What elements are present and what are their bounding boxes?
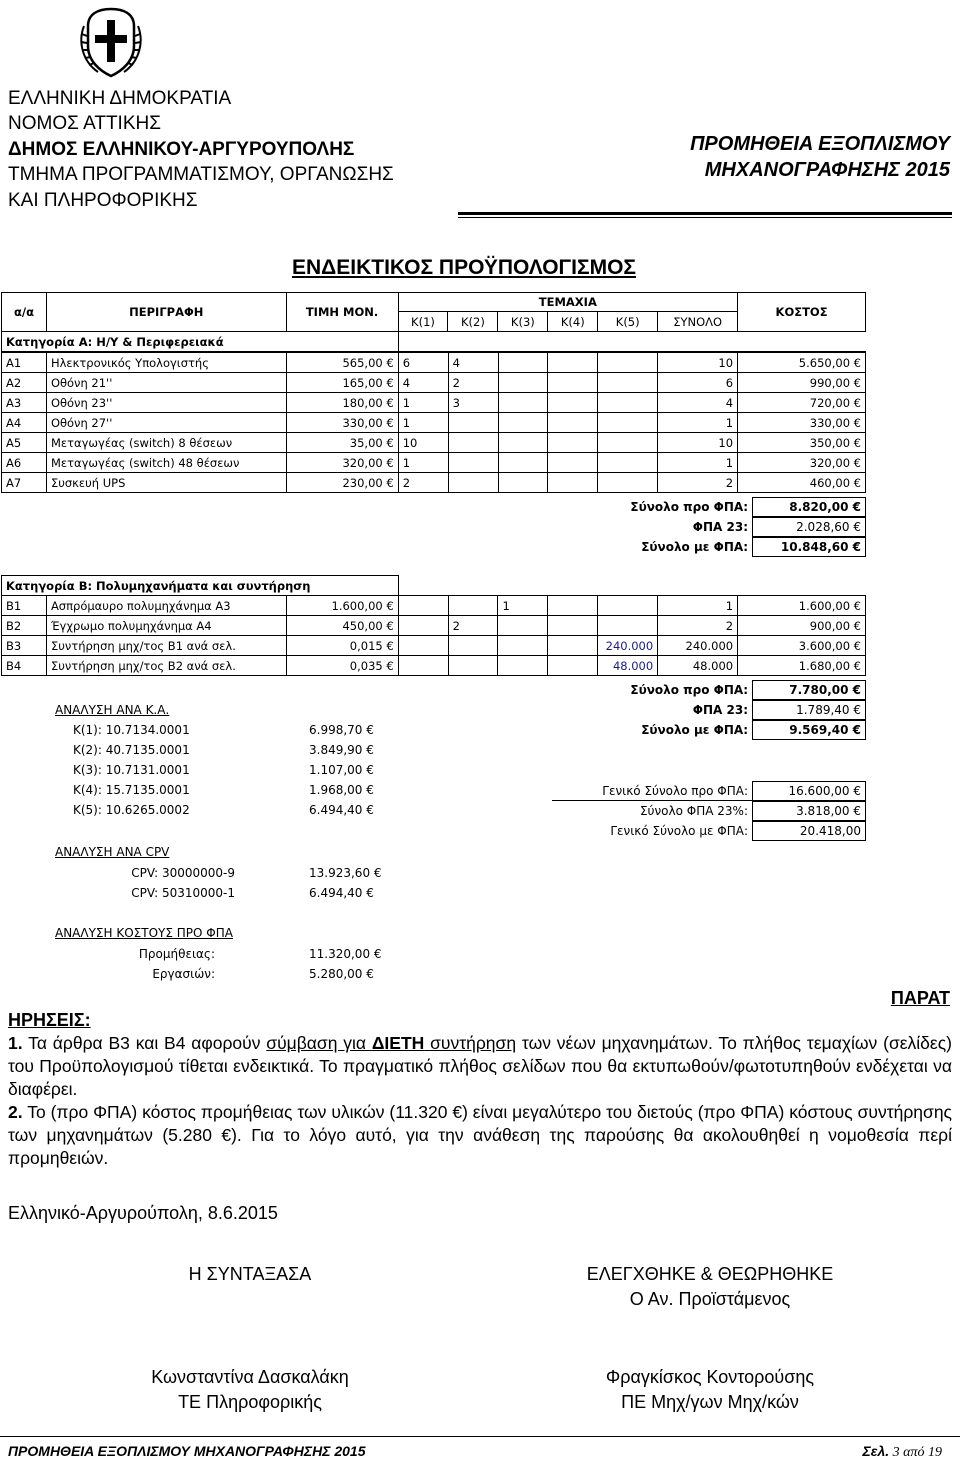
row-id: Β2 [2,616,47,636]
col-header-k1: K(1) [398,312,448,332]
row-desc: Συντήρηση μηχ/τος Β2 ανά σελ. [46,656,286,676]
analysis-k-value: 3.849,90 € [309,743,374,757]
analysis-cpv-value: 13.923,60 € [309,866,382,880]
project-title-line-2: ΜΗΧΑΝΟΓΡΑΦΗΣΗΣ 2015 [704,159,950,181]
analysis-cost-label: Εργασιών: [152,967,215,981]
col-header-k2: K(2) [448,312,498,332]
table-a [1,292,866,352]
table-a-rows [1,352,866,493]
row-k2: 2 [448,373,498,393]
row-k3 [498,656,548,676]
row-k4 [548,373,598,393]
notes-body [8,1032,952,1170]
row-k3: 1 [498,596,548,616]
table-b-total-value: 9.569,40 € [752,720,866,740]
col-header-aa: α/α [2,293,47,332]
analysis-k-label: Κ(5): 10.6265.0002 [73,803,190,817]
row-price: 0,035 € [286,656,398,676]
table-b-sum-value: 7.780,00 € [752,680,866,700]
row-k3 [498,373,548,393]
row-cost: 350,00 € [738,433,866,453]
note-1-text-a: Τα άρθρα Β3 και Β4 αφορούν [22,1033,267,1053]
row-k3 [498,353,548,373]
analysis-k-label: Κ(2): 40.7135.0001 [73,743,190,757]
col-header-desc: ΠΕΡΙΓΡΑΦΗ [46,293,286,332]
row-k5 [598,353,658,373]
grand-total-value: 20.418,00 [752,821,866,841]
row-price: 320,00 € [286,453,398,473]
row-total: 1 [658,596,738,616]
row-k1: 1 [398,413,448,433]
grand-sum-label: Γενικό Σύνολο προ ΦΠΑ: [602,784,748,798]
row-id: Α4 [2,413,47,433]
col-header-items: ΤΕΜΑΧΙΑ [398,293,738,312]
signature-left-name-block [60,1365,440,1415]
table-row [2,373,866,393]
row-desc: Οθόνη 27'' [46,413,286,433]
signature-left-title: ΤΕ Πληροφορικής [178,1392,322,1412]
row-id: Α2 [2,373,47,393]
analysis-k-label: Κ(3): 10.7131.0001 [73,763,190,777]
row-cost: 1.600,00 € [738,596,866,616]
org-line-4: ΤΜΗΜΑ ΠΡΟΓΡΑΜΜΑΤΙΣΜΟΥ, ΟΡΓΑΝΩΣΗΣ [8,164,394,185]
row-desc: Μεταγωγέας (switch) 48 θέσεων [46,453,286,473]
table-a-sum-value: 8.820,00 € [752,497,866,517]
row-k2 [448,636,498,656]
row-k1: 10 [398,433,448,453]
row-desc: Οθόνη 23'' [46,393,286,413]
row-k2 [448,453,498,473]
row-cost: 3.600,00 € [738,636,866,656]
row-desc: Μεταγωγέας (switch) 8 θέσεων [46,433,286,453]
row-k2 [448,656,498,676]
row-cost: 990,00 € [738,373,866,393]
note-2-text: Το (προ ΦΠΑ) κόστος προμήθειας των υλικών (11.320 €) είναι μεγαλύτερο του διετούς (προ ΦΠΑ) κόστους συντήρησης των μηχανημάτων (5.280 €). Για το λόγο αυτό, για την ανάθεση της παρούσης θα ακολουθηθεί η νομοθεσία περί προμηθειών. [8,1102,952,1168]
table-a-total-label: Σύνολο με ΦΠΑ: [641,540,748,554]
row-total: 2 [658,616,738,636]
table-row [2,393,866,413]
footer-page-of: από [903,1445,925,1460]
table-a-total-value: 10.848,60 € [752,537,866,557]
table-row [2,636,866,656]
row-id: Α1 [2,353,47,373]
org-line-5: ΚΑΙ ΠΛΗΡΟΦΟΡΙΚΗΣ [8,190,198,211]
row-k1: 4 [398,373,448,393]
row-k5 [598,393,658,413]
row-price: 165,00 € [286,373,398,393]
footer-page [862,1443,942,1461]
row-price: 450,00 € [286,616,398,636]
grand-vat-value: 3.818,00 € [752,801,866,821]
footer-page-prefix: Σελ. [862,1443,890,1459]
table-b [1,575,866,676]
signature-right-title: ΠΕ Μηχ/γων Μηχ/κών [621,1392,799,1412]
row-price: 0,015 € [286,636,398,656]
footer-title: ΠΡΟΜΗΘΕΙΑ ΕΞΟΠΛΙΣΜΟΥ ΜΗΧΑΝΟΓΡΑΦΗΣΗΣ 2015 [8,1443,366,1459]
analysis-cpv-label: CPV: 50310000-1 [131,886,235,900]
row-k2 [448,596,498,616]
row-cost: 330,00 € [738,413,866,433]
row-k5 [598,596,658,616]
analysis-k-label: Κ(4): 15.7135.0001 [73,783,190,797]
row-cost: 720,00 € [738,393,866,413]
footer-rule [0,1436,960,1437]
row-id: Α7 [2,473,47,493]
analysis-k-value: 6.998,70 € [309,723,374,737]
col-header-k3: K(3) [498,312,548,332]
row-total: 1 [658,453,738,473]
row-k3 [498,616,548,636]
doc-title: ΕΝΔΕΙΚΤΙΚΟΣ ΠΡΟΫΠΟΛΟΓΙΣΜΟΣ [292,256,637,279]
row-k2: 3 [448,393,498,413]
table-row [2,353,866,373]
col-header-total: ΣΥΝΟΛΟ [658,312,738,332]
table-a-vat-value: 2.028,60 € [752,517,866,537]
row-k5 [598,373,658,393]
analysis-cpv-value: 6.494,40 € [309,886,374,900]
row-k4 [548,393,598,413]
row-k5: 48.000 [598,656,658,676]
analysis-cost-label: Προμήθειας: [138,947,215,961]
signature-right-role-2: Ο Αν. Προϊστάμενος [629,1289,791,1309]
row-desc: Ασπρόμαυρο πολυμηχάνημα Α3 [46,596,286,616]
row-k1 [398,616,448,636]
place-date: Ελληνικό-Αργυρούπολη, 8.6.2015 [8,1203,278,1223]
row-price: 230,00 € [286,473,398,493]
row-k4 [548,616,598,636]
category-a-title: Κατηγορία Α: Η/Υ & Περιφερειακά [2,332,399,352]
row-id: Α3 [2,393,47,413]
grand-total-label: Γενικό Σύνολο με ΦΠΑ: [610,824,748,838]
row-price: 330,00 € [286,413,398,433]
grand-sum-value: 16.600,00 € [752,781,866,801]
row-k4 [548,656,598,676]
row-k5 [598,616,658,636]
analysis-cpv-label: CPV: 30000000-9 [131,866,235,880]
row-cost: 460,00 € [738,473,866,493]
table-row [2,413,866,433]
table-row [2,596,866,616]
row-k1 [398,636,448,656]
table-b-vat-value: 1.789,40 € [752,700,866,720]
table-row [2,656,866,676]
note-1-underlined-bold: ΔΙΕΤΗ [371,1033,425,1053]
signature-left-name: Κωνσταντίνα Δασκαλάκη [151,1367,349,1387]
header-rule [458,212,952,218]
grand-vat-label: Σύνολο ΦΠΑ 23%: [639,804,748,818]
analysis-k-title: ΑΝΑΛΥΣΗ ΑΝΑ Κ.Α. [55,703,170,717]
row-k4 [548,473,598,493]
row-k3 [498,473,548,493]
notes-parat: ΠΑΡΑΤ [890,988,950,1008]
row-k5 [598,413,658,433]
note-1-text-b: των νέων μηχανημάτων. Το πλήθος τεμαχίων (σελίδες) του Προϋπολογισμού τίθεται ενδεικτικά. Το πραγματικό πλήθος σελίδων που θα εκτυπωθούν/φωτοτυπηθούν ενδέχεται να διαφέρει. [8,1033,952,1099]
row-id: Β3 [2,636,47,656]
analysis-k-label: Κ(1): 10.7134.0001 [73,723,190,737]
table-a-sum-label: Σύνολο προ ΦΠΑ: [630,500,748,514]
row-id: Α6 [2,453,47,473]
row-desc: Συντήρηση μηχ/τος Β1 ανά σελ. [46,636,286,656]
col-header-price: ΤΙΜΗ ΜΟΝ. [286,293,398,332]
row-total: 4 [658,393,738,413]
row-cost: 320,00 € [738,453,866,473]
row-k5 [598,453,658,473]
footer-page-total: 19 [928,1445,942,1460]
org-line-3: ΔΗΜΟΣ ΕΛΛΗΝΙΚΟΥ-ΑΡΓΥΡΟΥΠΟΛΗΣ [8,139,355,160]
category-b-title: Κατηγορία Β: Πολυμηχανήματα και συντήρηση [2,576,399,596]
signature-right-name-block [520,1365,900,1415]
analysis-cpv-title: ΑΝΑΛΥΣΗ ΑΝΑ CPV [55,845,170,859]
footer-page-number: 3 [892,1445,900,1460]
row-total: 1 [658,413,738,433]
analysis-k-value: 6.494,40 € [309,803,374,817]
row-k3 [498,433,548,453]
row-total: 48.000 [658,656,738,676]
analysis-cost-title: ΑΝΑΛΥΣΗ ΚΟΣΤΟΥΣ ΠΡΟ ΦΠΑ [55,926,233,940]
row-id: Β4 [2,656,47,676]
table-b-total-label: Σύνολο με ΦΠΑ: [641,723,748,737]
row-k1: 1 [398,453,448,473]
signature-left-role: Η ΣΥΝΤΑΞΑΣΑ [188,1264,312,1284]
row-total: 6 [658,373,738,393]
row-k5 [598,433,658,453]
org-line-2: ΝΟΜΟΣ ΑΤΤΙΚΗΣ [8,113,161,134]
row-desc: Οθόνη 21'' [46,373,286,393]
table-b-vat-label: ΦΠΑ 23: [692,703,748,717]
row-k4 [548,636,598,656]
note-1-number: 1. [8,1033,23,1053]
row-k1 [398,656,448,676]
row-k3 [498,393,548,413]
analysis-cost-value: 5.280,00 € [309,967,374,981]
row-k1 [398,596,448,616]
row-k4 [548,453,598,473]
note-1 [8,1032,952,1101]
row-desc: Συσκευή UPS [46,473,286,493]
grand-rule [552,800,752,801]
signature-right [520,1262,900,1312]
project-title [690,131,950,183]
signature-right-name: Φραγκίσκος Κοντορούσης [605,1367,815,1387]
note-1-underlined-b: συντήρηση [424,1033,517,1053]
row-k4 [548,596,598,616]
project-title-line-1: ΠΡΟΜΗΘΕΙΑ ΕΞΟΠΛΙΣΜΟΥ [690,133,950,155]
row-k3 [498,453,548,473]
row-id: Β1 [2,596,47,616]
row-k2 [448,473,498,493]
row-price: 180,00 € [286,393,398,413]
org-line-1: ΕΛΛΗΝΙΚΗ ΔΗΜΟΚΡΑΤΙΑ [8,88,232,109]
row-total: 10 [658,353,738,373]
row-price: 1.600,00 € [286,596,398,616]
row-cost: 1.680,00 € [738,656,866,676]
table-a-vat-label: ΦΠΑ 23: [692,520,748,534]
row-desc: Ηλεκτρονικός Υπολογιστής [46,353,286,373]
analysis-cost-value: 11.320,00 € [309,947,382,961]
row-k1: 1 [398,393,448,413]
table-row [2,453,866,473]
category-a-spacer [398,332,866,352]
row-cost: 5.650,00 € [738,353,866,373]
row-k5: 240.000 [598,636,658,656]
signature-left [60,1262,440,1286]
row-k2: 2 [448,616,498,636]
col-header-k4: K(4) [548,312,598,332]
row-k5 [598,473,658,493]
table-row [2,616,866,636]
row-desc: Έγχρωμο πολυμηχάνημα Α4 [46,616,286,636]
table-b-sum-label: Σύνολο προ ΦΠΑ: [630,683,748,697]
note-2-number: 2. [8,1102,23,1122]
row-k2 [448,433,498,453]
row-k2: 4 [448,353,498,373]
row-k1: 2 [398,473,448,493]
row-k4 [548,353,598,373]
row-k4 [548,413,598,433]
table-row [2,473,866,493]
row-k4 [548,433,598,453]
analysis-k-value: 1.107,00 € [309,763,374,777]
signature-right-role: ΕΛΕΓΧΘΗΚΕ & ΘΕΩΡΗΘΗΚΕ [586,1264,834,1284]
row-price: 35,00 € [286,433,398,453]
notes-title: ΗΡΗΣΕΙΣ: [8,1010,91,1030]
row-k2 [448,413,498,433]
row-total: 10 [658,433,738,453]
note-1-underlined-a: σύμβαση για [266,1033,372,1053]
row-k1: 6 [398,353,448,373]
row-total: 240.000 [658,636,738,656]
row-k3 [498,636,548,656]
category-b-spacer [398,576,865,596]
row-total: 2 [658,473,738,493]
col-header-k5: K(5) [598,312,658,332]
row-cost: 900,00 € [738,616,866,636]
table-row [2,433,866,453]
coat-of-arms-icon [78,6,144,80]
col-header-cost: ΚΟΣΤΟΣ [738,293,866,332]
analysis-k-value: 1.968,00 € [309,783,374,797]
note-2 [8,1101,952,1170]
row-price: 565,00 € [286,353,398,373]
row-id: Α5 [2,433,47,453]
row-k3 [498,413,548,433]
